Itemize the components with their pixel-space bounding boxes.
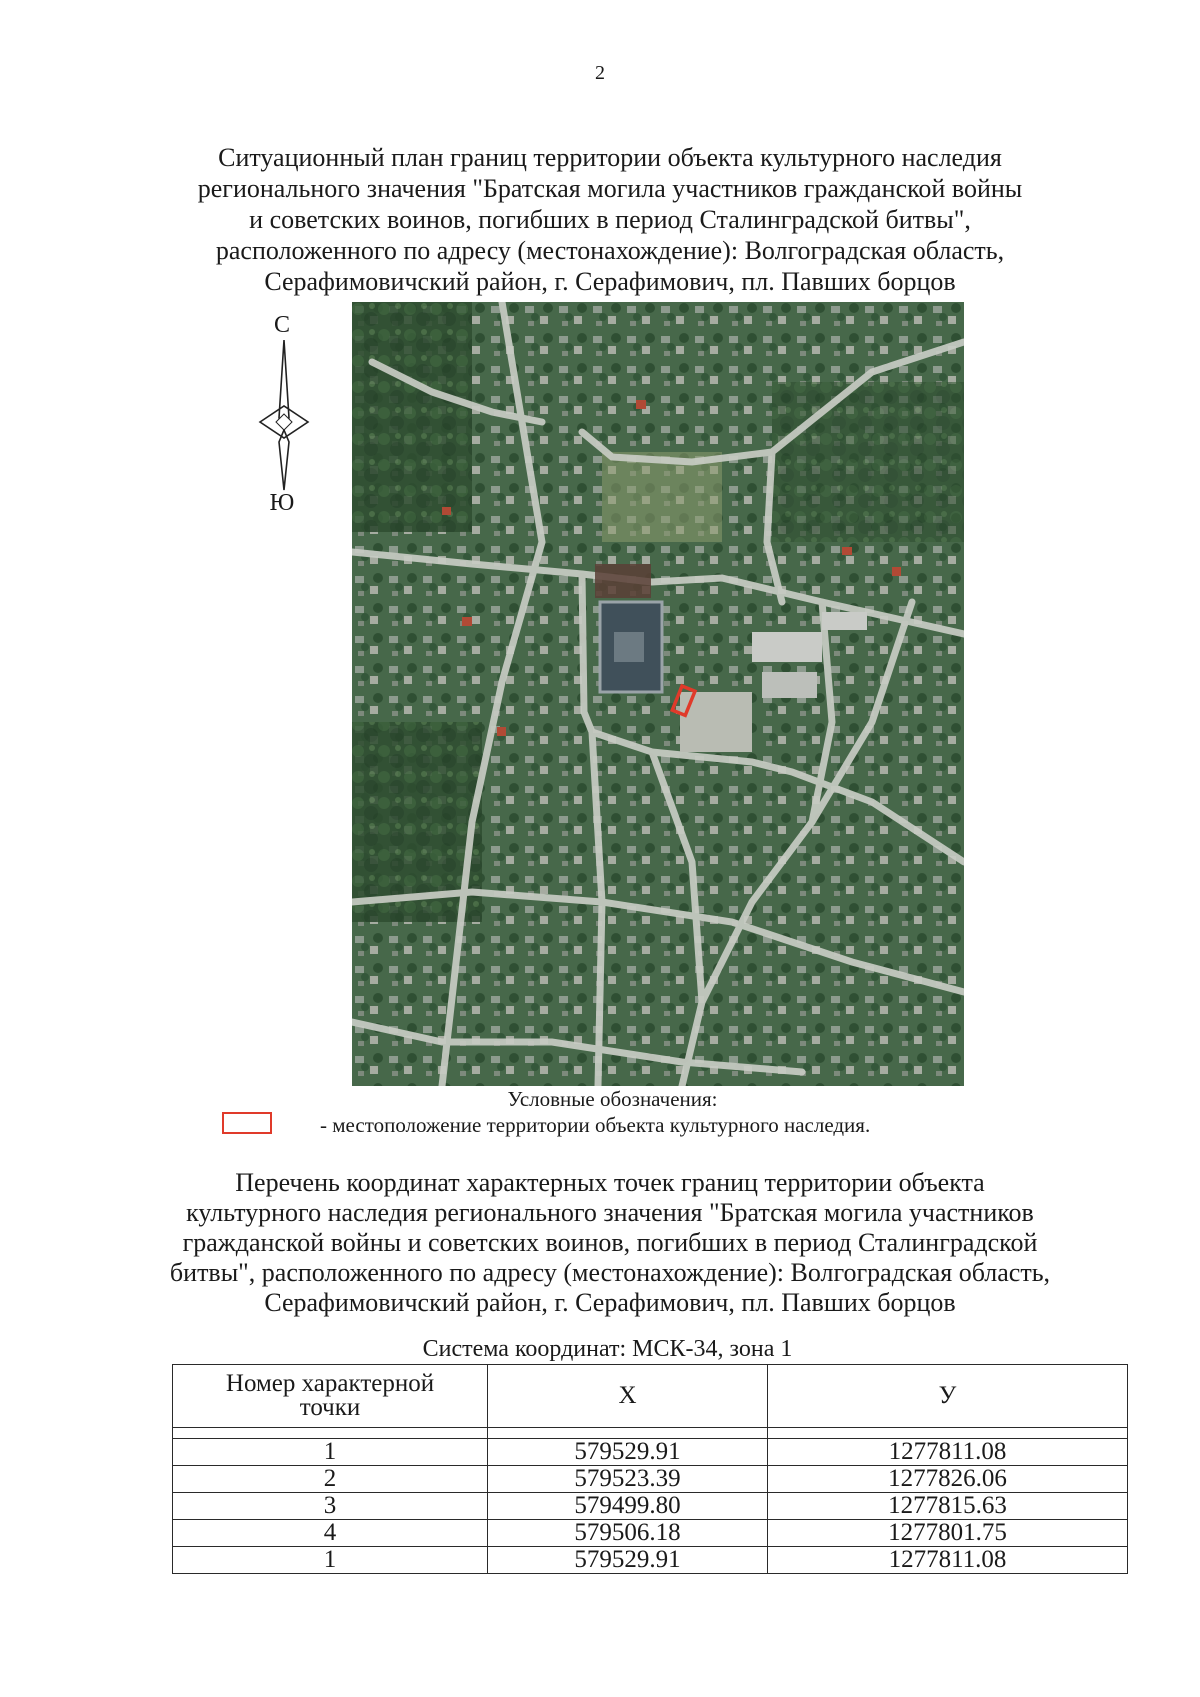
table-row (173, 1466, 1128, 1493)
cell-point: 4 (173, 1520, 488, 1547)
list-title-line: гражданской войны и советских воинов, погибших в период Сталинградской (182, 1228, 1038, 1257)
header-x: X (488, 1365, 768, 1428)
satellite-map (352, 302, 964, 1086)
coordinates-list-title (150, 1168, 1070, 1318)
satellite-map-image (352, 302, 964, 1086)
legend-item-text: - местоположение территории объекта культурного наследия. (320, 1113, 871, 1137)
cell-y: 1277815.63 (768, 1493, 1128, 1520)
list-title-line: битвы", расположенного по адресу (местонахождение): Волгоградская область, (169, 1258, 1051, 1287)
plan-title-line: расположенного по адресу (местонахождение): Волгоградская область, (215, 236, 1005, 265)
cell-x: 579529.91 (488, 1547, 768, 1574)
cell-x: 579523.39 (488, 1466, 768, 1493)
compass-north-label: С (273, 312, 290, 338)
header-point-number (173, 1365, 488, 1428)
cell-y: 1277811.08 (768, 1547, 1128, 1574)
legend-marker-icon (222, 1112, 272, 1134)
cell-y: 1277801.75 (768, 1520, 1128, 1547)
page-number: 2 (595, 62, 605, 84)
cell-x: 579529.91 (488, 1439, 768, 1466)
table-row (173, 1520, 1128, 1547)
table-row (173, 1547, 1128, 1574)
table-spacer-row (173, 1428, 1128, 1439)
cell-x: 579506.18 (488, 1520, 768, 1547)
cell-y: 1277811.08 (768, 1439, 1128, 1466)
plan-title-line: Серафимовичский район, г. Серафимович, пл. Павших борцов (264, 267, 956, 296)
header-point-line1: Номер характерной (225, 1370, 435, 1397)
cell-y: 1277826.06 (768, 1466, 1128, 1493)
cell-point: 2 (173, 1466, 488, 1493)
coordinates-table (172, 1364, 1128, 1574)
plan-title-line: регионального значения "Братская могила участников гражданской войны (197, 174, 1023, 203)
header-point-line2: точки (299, 1394, 361, 1421)
list-title-line: Перечень координат характерных точек границ территории объекта (235, 1168, 985, 1197)
list-title-line: Серафимовичский район, г. Серафимович, пл. Павших борцов (264, 1288, 956, 1317)
cell-point: 1 (173, 1547, 488, 1574)
plan-title-line: Ситуационный план границ территории объекта культурного наследия (218, 143, 1002, 172)
plan-title (170, 142, 1050, 297)
table-header-row (173, 1365, 1128, 1428)
compass-rose-icon (252, 310, 316, 520)
header-y: У (768, 1365, 1128, 1428)
cell-point: 1 (173, 1439, 488, 1466)
cell-x: 579499.80 (488, 1493, 768, 1520)
coordinate-system-label: Система координат: МСК-34, зона 1 (422, 1336, 793, 1362)
legend-title: Условные обозначения: (507, 1087, 718, 1111)
table-row (173, 1439, 1128, 1466)
cell-point: 3 (173, 1493, 488, 1520)
plan-title-line: и советских воинов, погибших в период Сталинградской битвы", (249, 205, 971, 234)
list-title-line: культурного наследия регионального значения "Братская могила участников (186, 1198, 1034, 1227)
compass-south-label: Ю (269, 490, 295, 516)
table-row (173, 1493, 1128, 1520)
